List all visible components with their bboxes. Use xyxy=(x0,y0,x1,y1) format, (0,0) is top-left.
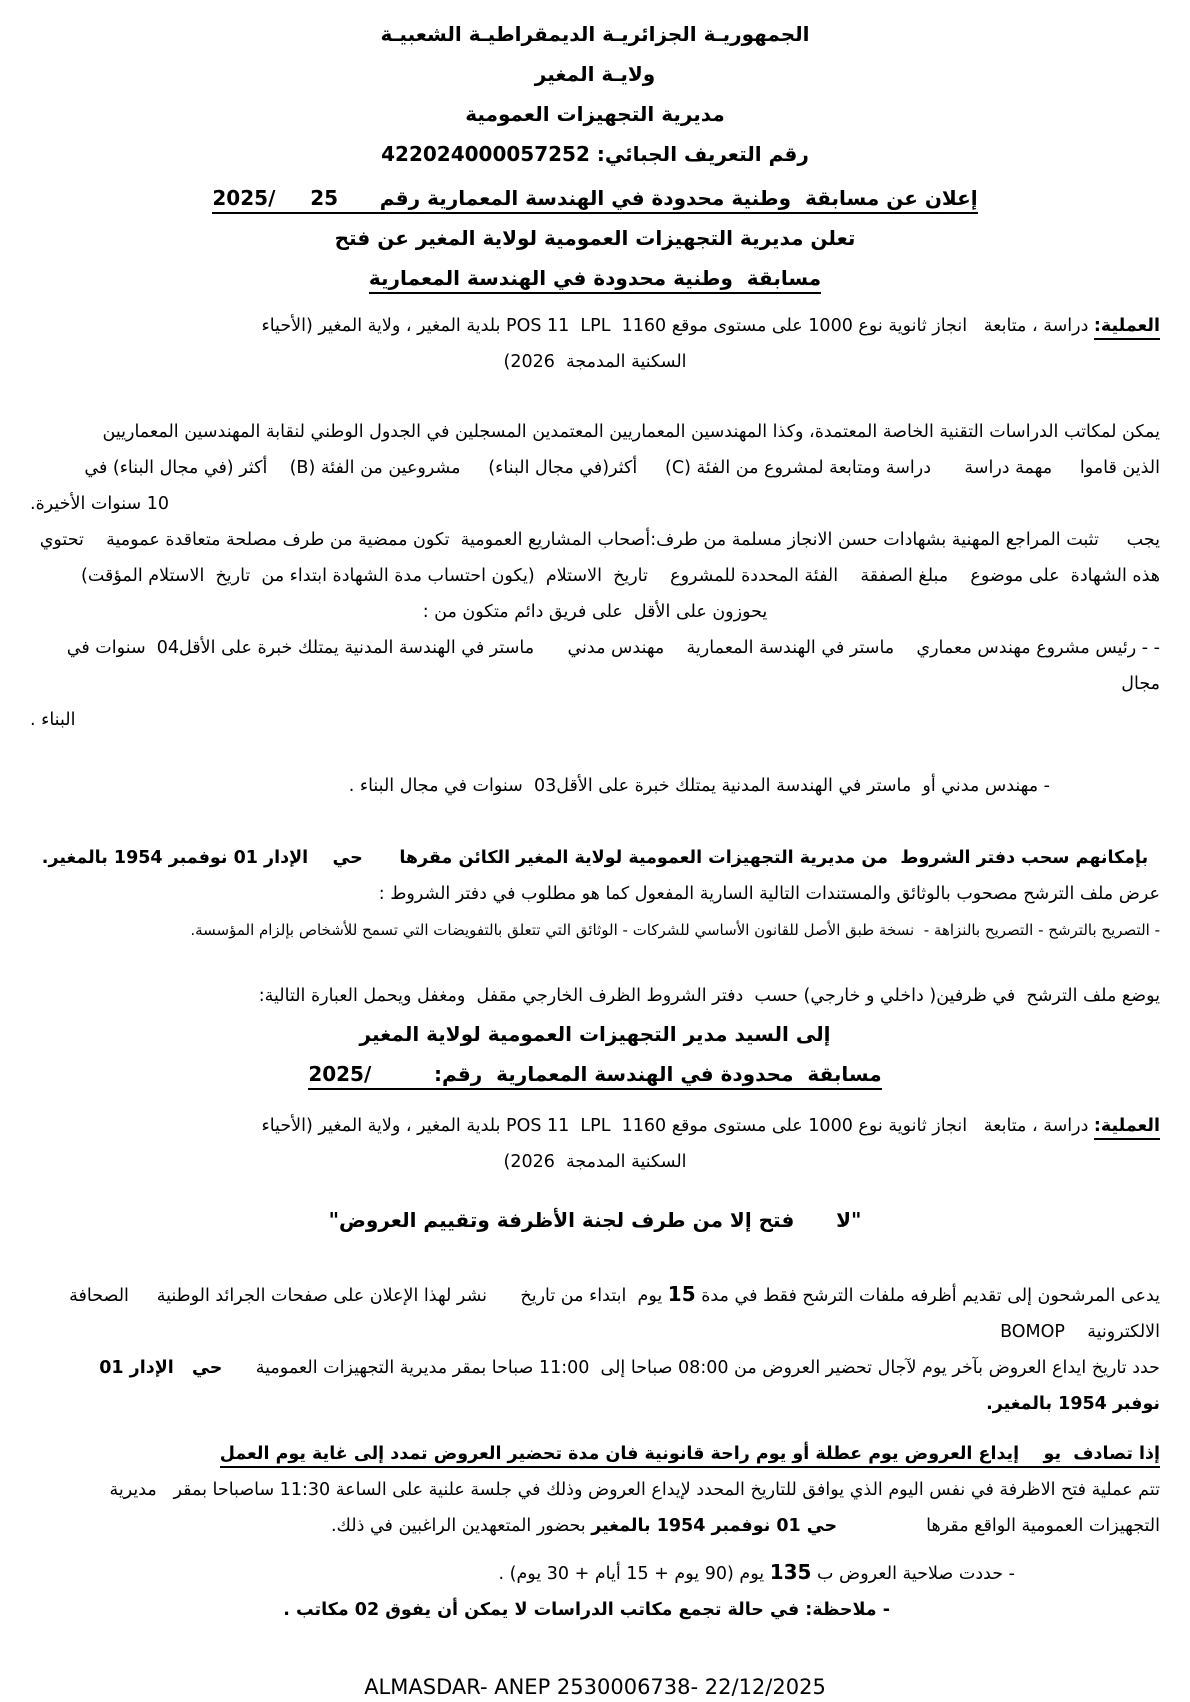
deposit-address-part-1: حي الإدار 01 xyxy=(99,1358,223,1378)
envelope-addressee: إلى السيد مدير التجهيزات العمومية لولاية المغير xyxy=(359,1022,831,1046)
deposit-deadline-line-1 xyxy=(30,1350,1160,1386)
eligibility-line-3: 10 سنوات الأخيرة. xyxy=(30,494,170,514)
opening-session-line-1: تتم عملية فتح الاظرفة في نفس اليوم الذي يوافق للتاريخ المحدد لإيداع العروض وذلك في جلسة علنية على الساعة 11:30 ساصباحا بمقر مديرية xyxy=(109,1480,1160,1500)
envelope-competition-text: مسابقة محدودة في الهندسة المعمارية رقم: /2025 xyxy=(308,1062,881,1090)
team-member-1-line-2: البناء . xyxy=(30,710,76,730)
eligibility-line-2: الذين قاموا مهمة دراسة دراسة ومتابعة لمشروع من الفئة (C) أكثر(في مجال البناء) مشروعين من الفئة (B) أكثر (في مجال البناء) في xyxy=(84,458,1160,478)
invitation-post: يوم ابتداء من تاريخ نشر لهذا الإعلان على صفحات الجرائد الوطنية الصحافة xyxy=(69,1286,668,1306)
envelope-operation-line-1 xyxy=(30,1108,1160,1144)
envelope-operation-text: دراسة ، متابعة انجاز ثانوية نوع 1000 على مستوى موقع POS 11 LPL 1160 بلدية المغير ، ولاية المغير (الأحياء xyxy=(261,1116,1094,1136)
submission-details xyxy=(30,1276,1160,1628)
document-header xyxy=(30,14,1160,174)
grouping-note: - ملاحظة: في حالة تجمع مكاتب الدراسات لا يمكن أن يفوق 02 مكاتب . xyxy=(283,1600,890,1620)
eligibility-conditions xyxy=(30,414,1160,804)
validity-pre: - حددت صلاحية العروض ب xyxy=(811,1564,1015,1584)
operation-line-1 xyxy=(30,308,1160,344)
opening-session-line-2 xyxy=(30,1508,1160,1544)
envelope-competition-line xyxy=(30,1054,1160,1094)
envelope-operation-label: العملية: xyxy=(1094,1116,1160,1140)
deposit-deadline-line-2: نوفبر 1954 بالمغير. xyxy=(986,1394,1160,1414)
competition-type-text: مسابقة وطنية محدودة في الهندسة المعمارية xyxy=(369,266,821,294)
team-member-2: - مهندس مدني أو ماستر في الهندسة المدنية يمتلك خبرة على الأقل03 سنوات في مجال البناء . xyxy=(348,776,1050,796)
header-directorate: مديرية التجهيزات العمومية xyxy=(465,102,725,126)
do-not-open-notice: "لا فتح إلا من طرف لجنة الأظرفة وتقييم العروض" xyxy=(328,1208,862,1232)
deposit-deadline-text: حدد تاريخ ايداع العروض بآخر يوم لآجال تحضير العروض من 08:00 صباحا إلى 11:00 صباحا بمقر مديرية التجهيزات العمومية xyxy=(222,1358,1160,1378)
envelope-instructions xyxy=(30,978,1160,1240)
validity-days: 135 xyxy=(769,1560,812,1584)
documents-list: - التصريح بالترشح - التصريح بالنزاهة - نسخة طبق الأصل للقانون الأساسي للشركات - الوثائق التي تتعلق بالتفويضات التي تسمح للأشخاص بإلزام المؤسسة. xyxy=(190,921,1160,939)
references-line-2: هذه الشهادة على موضوع مبلغ الصفقة الفئة المحددة للمشروع تاريخ الاستلام (يكون احتساب مدة الشهادة ابتداء من تاريخ الاستلام المؤقت) xyxy=(81,566,1160,586)
announcement-title-text: إعلان عن مسابقة وطنية محدودة في الهندسة المعمارية رقم 25 /2025 xyxy=(212,186,977,214)
publication-footer: ALMASDAR- ANEP 2530006738- 22/12/2025 xyxy=(364,1675,826,1699)
withdraw-location-line: بإمكانهم سحب دفتر الشروط من مديرية التجهيزات العمومية لولاية المغير الكائن مقرها حي الإدار 01 نوفمبر 1954 بالمغير. xyxy=(41,848,1149,868)
header-wilaya: ولايـة المغير xyxy=(534,62,656,86)
operation-line-2: السكنية المدمجة 2026) xyxy=(503,352,687,372)
announcement-title xyxy=(30,178,1160,218)
team-member-1-line-1: - - رئيس مشروع مهندس معماري ماستر في الهندسة المعمارية مهندس مدني ماستر في الهندسة المدنية يمتلك خبرة على الأقل04 سنوات في مجال xyxy=(61,638,1160,694)
validity-post: يوم (90 يوم + 15 أيام + 30 يوم) . xyxy=(498,1564,770,1584)
competition-type-line xyxy=(30,258,1160,298)
operation-text: دراسة ، متابعة انجاز ثانوية نوع 1000 على مستوى موقع POS 11 LPL 1160 بلدية المغير ، ولاية المغير (الأحياء xyxy=(261,316,1094,336)
holiday-extension-notice xyxy=(30,1436,1160,1472)
invitation-line-1 xyxy=(30,1276,1160,1314)
envelope-operation-line-2: السكنية المدمجة 2026) xyxy=(503,1152,687,1172)
opening-location-post: بحضور المتعهدين الراغبين في ذلك. xyxy=(330,1516,592,1536)
envelope-intro: يوضع ملف الترشح في ظرفين( داخلي و خارجي) حسب دفتر الشروط الظرف الخارجي مقفل ومغفل ويحمل العبارة التالية: xyxy=(258,986,1160,1006)
team-requirement-intro: يحوزون على الأقل على فريق دائم متكون من : xyxy=(422,602,768,622)
operation-label: العملية: xyxy=(1094,316,1160,340)
holiday-extension-text: إذا تصادف يو إيداع العروض يوم عطلة أو يوم راحة قانونية فان مدة تحضير العروض تمدد إلى غاية يوم العمل xyxy=(220,1444,1160,1468)
announcement-open-line: تعلن مديرية التجهيزات العمومية لولاية المغير عن فتح xyxy=(334,226,856,250)
offer-validity-line xyxy=(30,1554,1160,1592)
submission-period-days: 15 xyxy=(667,1282,696,1306)
invitation-line-2: الالكترونية BOMOP xyxy=(1000,1322,1160,1342)
header-tax-id: رقم التعريف الجبائي: 422024000057252 xyxy=(381,142,809,166)
invitation-pre: يدعى المرشحون إلى تقديم أظرفه ملفات الترشح فقط في مدة xyxy=(695,1286,1160,1306)
header-republic: الجمهوريـة الجزائريـة الديمقراطيـة الشعبيـة xyxy=(380,22,810,46)
eligibility-line-1: يمكن لمكاتب الدراسات التقنية الخاصة المعتمدة، وكذا المهندسين المعماريين المعتمدين المسجلين في الجدول الوطني لنقابة المهندسين المعماريين xyxy=(102,422,1160,442)
specs-withdrawal xyxy=(30,840,1160,948)
references-line-1: يجب تثبت المراجع المهنية بشهادات حسن الانجاز مسلمة من طرف:أصحاب المشاريع العمومية تكون ممضية من طرف مصلحة متعاقدة عمومية تحتوي xyxy=(39,530,1160,550)
opening-location-address: حي 01 نوفمبر 1954 بالمغير xyxy=(591,1516,838,1536)
documents-intro: عرض ملف الترشح مصحوب بالوثائق والمستندات التالية السارية المفعول كما هو مطلوب في دفتر الشروط : xyxy=(378,884,1160,904)
opening-location-pre: التجهيزات العمومية الواقع مقرها xyxy=(837,1516,1160,1536)
